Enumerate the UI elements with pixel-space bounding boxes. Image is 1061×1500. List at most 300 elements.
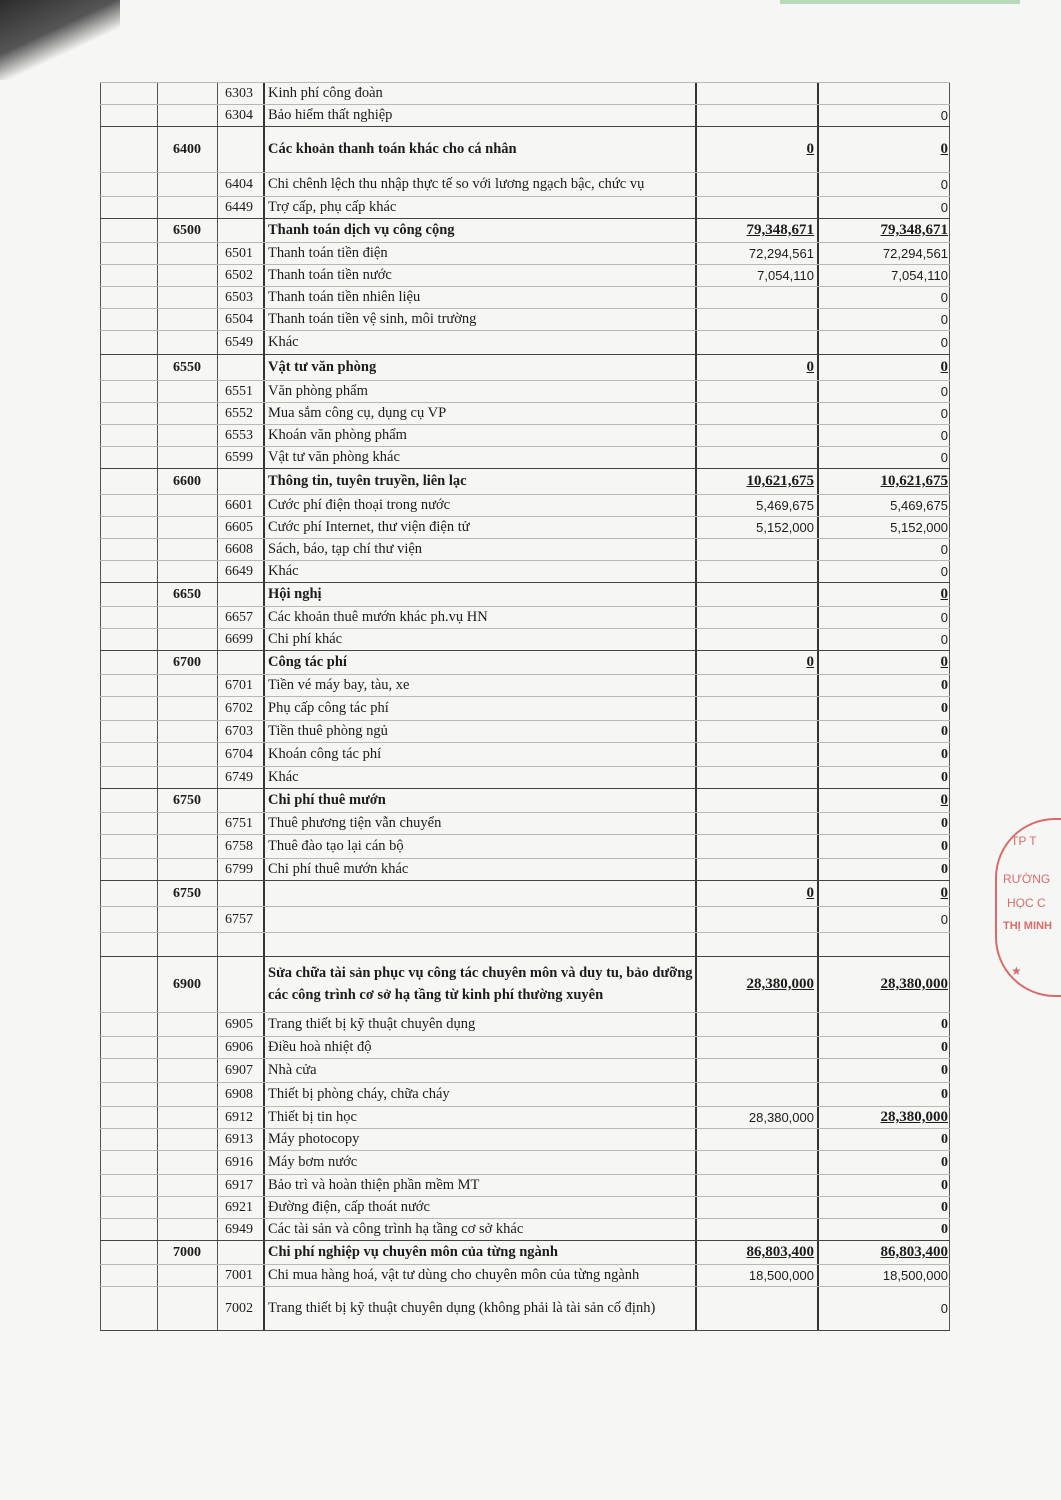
value-actual: 0 [940,542,948,557]
item-name: Thiết bị phòng cháy, chữa cháy [268,1085,450,1102]
value-actual: 0 [941,1062,948,1078]
group-code [157,907,217,932]
table-row [100,674,950,696]
table-row [100,1150,950,1174]
item-code: 6608 [225,541,253,557]
value-actual: 79,348,671 [880,222,948,238]
item-code: 6906 [225,1039,253,1055]
value-actual: 0 [940,177,948,192]
value-estimate [696,287,814,308]
item-code [217,933,261,956]
item-name: Sách, báo, tạp chí thư viện [268,541,423,557]
group-code [157,425,217,446]
item-code [217,127,261,172]
group-code [157,517,217,538]
item-code: 6504 [225,311,253,327]
item-code: 6599 [225,449,253,465]
table-row [100,286,950,308]
value-estimate [696,1037,814,1058]
value-estimate: 0 [806,654,814,670]
item-code: 7001 [225,1267,253,1283]
group-row [100,880,950,906]
group-code [157,309,217,330]
value-actual: 0 [940,912,948,927]
value-estimate [696,721,814,742]
value-estimate [696,607,814,628]
value-estimate [696,1151,814,1174]
stamp-text-4: THỊ MINH [1003,920,1052,932]
item-code [217,957,261,1012]
group-code [157,933,217,956]
item-code: 6949 [225,1221,253,1237]
table-row [100,1218,950,1240]
item-name: Máy bơm nước [268,1153,358,1170]
item-code: 6917 [225,1177,253,1193]
table-row [100,242,950,264]
table-row [100,1264,950,1286]
table-row [100,1082,950,1106]
value-estimate [696,1059,814,1082]
group-row [100,468,950,494]
item-code: 6657 [225,609,253,625]
item-name: Chi phí thuê mướn [268,791,386,808]
item-code: 6549 [225,334,253,350]
item-name: Thuê đào tạo lại cán bộ [268,837,404,854]
table-row [100,560,950,582]
value-actual: 0 [941,1177,948,1193]
table-row [100,858,950,880]
value-actual: 0 [940,792,948,808]
item-name [268,881,693,906]
group-code [157,381,217,402]
group-code [157,1037,217,1058]
item-name: Văn phòng phẩm [268,383,368,399]
item-code: 6758 [225,838,253,854]
item-name: Chi phí nghiệp vụ chuyên môn của từng ngành [268,1243,558,1260]
item-code: 6501 [225,245,253,261]
table-row [100,264,950,286]
group-row [100,1240,950,1264]
group-code [157,1197,217,1218]
item-code: 6605 [225,519,253,535]
value-estimate [696,1219,814,1240]
value-actual: 5,152,000 [890,520,948,535]
group-row [100,218,950,242]
table-row [100,1286,950,1330]
item-name: Đường điện, cấp thoát nước [268,1199,430,1215]
value-actual: 0 [941,769,948,785]
value-estimate: 28,380,000 [748,1110,814,1125]
item-name: Thanh toán tiền nước [268,267,392,283]
value-estimate [696,629,814,650]
value-actual: 0 [940,632,948,647]
item-name: Công tác phí [268,653,347,670]
group-code [157,1219,217,1240]
group-code [157,675,217,696]
group-code [157,1265,217,1286]
group-code: 7000 [173,1244,201,1260]
item-code: 6553 [225,427,253,443]
table-row [100,1174,950,1196]
group-code [157,243,217,264]
stamp-star-icon: ★ [1011,964,1022,978]
value-estimate [696,767,814,788]
value-actual: 0 [940,335,948,350]
item-name: Khác [268,333,299,350]
group-code [157,697,217,720]
item-code: 6704 [225,746,253,762]
value-actual: 0 [941,838,948,854]
item-name: Khác [268,769,299,785]
group-code [157,1129,217,1150]
item-name: Trang thiết bị kỹ thuật chuyên dụng [268,1015,476,1032]
value-actual [818,83,948,104]
item-code: 6649 [225,563,253,579]
item-code: 6912 [225,1109,253,1125]
item-name: Khoán công tác phí [268,745,382,762]
item-code: 6799 [225,861,253,877]
item-code: 6702 [225,700,253,716]
item-name: Sửa chữa tài sản phục vụ công tác chuyên môn và duy tu, bảo dưỡng các công trình cơ sở hạ tầng từ kinh phí thường xuyên [268,965,693,1003]
group-code: 6550 [173,359,201,375]
item-code [217,469,261,494]
table-row [100,812,950,834]
group-code [157,1013,217,1036]
table-row [100,330,950,354]
table-row [100,696,950,720]
group-code: 6400 [173,141,201,157]
value-actual: 0 [940,406,948,421]
table-row [100,516,950,538]
group-row [100,354,950,380]
item-code: 6502 [225,267,253,283]
value-actual: 0 [940,290,948,305]
item-code [217,789,261,812]
value-actual: 0 [940,428,948,443]
value-actual: 0 [940,885,948,901]
table-row [100,196,950,218]
value-estimate: 0 [806,885,814,901]
table-row [100,932,950,956]
group-code: 6900 [173,976,201,992]
table-row [100,308,950,330]
group-code [157,1107,217,1128]
item-code: 6449 [225,199,253,215]
table-row [100,538,950,560]
group-code [157,835,217,858]
item-name: Bảo hiểm thất nghiệp [268,107,393,123]
group-code [157,743,217,766]
value-actual: 0 [941,1086,948,1102]
item-code: 6552 [225,405,253,421]
value-actual [818,933,948,956]
item-code: 6916 [225,1154,253,1170]
value-estimate [696,743,814,766]
group-code [157,447,217,468]
table-row [100,1196,950,1218]
item-name: Cước phí Internet, thư viện điện tử [268,519,470,535]
item-code: 6701 [225,677,253,693]
value-estimate [696,859,814,880]
item-code: 6907 [225,1062,253,1078]
value-estimate: 5,469,675 [756,498,814,513]
item-code: 6551 [225,383,253,399]
value-estimate [696,403,814,424]
group-code [157,859,217,880]
value-actual: 0 [941,815,948,831]
group-code [157,721,217,742]
item-name: Thanh toán tiền nhiên liệu [268,289,421,305]
item-code: 6699 [225,631,253,647]
item-code: 6908 [225,1086,253,1102]
item-code: 6913 [225,1131,253,1147]
item-name: Trang thiết bị kỹ thuật chuyên dụng (không phải là tài sản cố định) [268,1299,656,1316]
value-estimate: 86,803,400 [746,1244,814,1260]
value-actual: 0 [941,1221,948,1237]
value-actual: 0 [940,108,948,123]
item-code: 6503 [225,289,253,305]
table-row [100,628,950,650]
item-code: 6601 [225,497,253,513]
group-code [157,1287,217,1330]
value-estimate: 0 [806,359,814,375]
value-actual: 0 [940,359,948,375]
table-row [100,834,950,858]
table-row [100,1106,950,1128]
value-estimate [696,425,814,446]
value-actual: 72,294,561 [882,246,948,261]
stamp-text-1: TP T [1011,834,1037,848]
value-actual: 0 [940,200,948,215]
value-actual: 28,380,000 [880,1109,948,1125]
item-code: 6921 [225,1199,253,1215]
group-code [157,287,217,308]
value-estimate [696,173,814,196]
value-estimate [696,789,814,812]
group-code [157,83,217,104]
value-estimate: 72,294,561 [748,246,814,261]
item-code: 6751 [225,815,253,831]
group-code [157,607,217,628]
table-row [100,494,950,516]
item-name: Các tài sản và công trình hạ tầng cơ sở khác [268,1221,524,1237]
item-code [217,219,261,242]
group-code: 6600 [173,473,201,489]
item-name: Khoán văn phòng phẩm [268,427,407,443]
value-actual: 0 [941,1039,948,1055]
item-name: Vật tư văn phòng khác [268,449,400,465]
value-estimate [696,1083,814,1106]
table-row [100,606,950,628]
value-actual: 0 [940,610,948,625]
item-name: Chi phí thuê mướn khác [268,861,409,877]
group-code [157,105,217,126]
item-code [217,583,261,606]
value-estimate: 18,500,000 [748,1268,814,1283]
item-name: Cước phí điện thoại trong nước [268,497,451,513]
item-name: Trợ cấp, phụ cấp khác [268,199,397,215]
item-code: 6757 [225,911,253,927]
value-actual: 28,380,000 [880,976,948,992]
group-code [157,265,217,286]
value-actual: 10,621,675 [880,473,948,489]
value-actual: 0 [940,654,948,670]
scan-corner-shadow [0,0,120,80]
value-actual: 7,054,110 [891,268,948,283]
value-estimate [696,197,814,218]
group-code: 6700 [173,654,201,670]
table-row [100,402,950,424]
item-name: Chi chênh lệch thu nhập thực tế so với lương ngạch bậc, chức vụ [268,175,645,192]
expense-table [100,82,950,1331]
group-code [157,1175,217,1196]
value-estimate [696,309,814,330]
stamp-text-2: RƯỜNG [1003,872,1051,886]
value-estimate [696,1175,814,1196]
table-row [100,172,950,196]
table-row [100,1012,950,1036]
group-code: 6750 [173,885,201,901]
value-estimate [696,697,814,720]
group-code [157,629,217,650]
official-red-stamp [995,818,1061,997]
item-name: Thông tin, tuyên truyền, liên lạc [268,472,467,489]
value-actual: 0 [941,1131,948,1147]
group-code [157,197,217,218]
table-row [100,742,950,766]
value-estimate: 28,380,000 [746,976,814,992]
item-name: Tiền thuê phòng ngủ [268,723,388,739]
table-row [100,1058,950,1082]
item-name: Chi phí khác [268,631,343,647]
value-actual: 0 [940,141,948,157]
value-estimate [696,105,814,126]
value-estimate [696,907,814,932]
value-estimate [696,835,814,858]
value-estimate [696,381,814,402]
value-actual: 0 [941,1016,948,1032]
value-actual: 0 [941,1154,948,1170]
group-code [157,1059,217,1082]
table-row [100,104,950,126]
group-row [100,650,950,674]
value-estimate [696,933,814,956]
table-row [100,424,950,446]
item-name: Bảo trì và hoàn thiện phần mềm MT [268,1177,480,1193]
item-name: Phụ cấp công tác phí [268,699,389,716]
value-actual: 0 [940,384,948,399]
scan-top-strip [780,0,1020,4]
group-code [157,331,217,354]
group-row [100,788,950,812]
item-code: 6703 [225,723,253,739]
value-actual: 0 [941,861,948,877]
item-name: Nhà cửa [268,1061,317,1078]
table-row [100,1128,950,1150]
group-code: 6750 [173,792,201,808]
value-actual: 0 [941,1199,948,1215]
item-name: Chi mua hàng hoá, vật tư dùng cho chuyên môn của từng ngành [268,1267,640,1283]
value-estimate [696,561,814,582]
item-name: Thanh toán tiền điện [268,245,388,261]
value-actual: 86,803,400 [880,1244,948,1260]
item-code: 6404 [225,176,253,192]
item-name [268,907,693,932]
group-row [100,126,950,172]
item-name: Các khoản thuê mướn khác ph.vụ HN [268,609,488,625]
group-code [157,1083,217,1106]
item-name: Thanh toán tiền vệ sinh, môi trường [268,311,477,327]
item-name: Mua sắm công cụ, dụng cụ VP [268,405,447,421]
value-estimate [696,1129,814,1150]
value-estimate [696,1197,814,1218]
value-estimate: 79,348,671 [746,222,814,238]
value-actual: 0 [940,450,948,465]
group-code [157,813,217,834]
value-estimate: 0 [806,141,814,157]
value-actual: 0 [941,677,948,693]
value-actual: 0 [941,723,948,739]
value-actual: 0 [940,586,948,602]
stamp-text-3: HỌC C [1007,896,1046,910]
value-actual: 5,469,675 [890,498,948,513]
item-name: Các khoản thanh toán khác cho cá nhân [268,140,517,157]
item-name: Thuê phương tiện vẫn chuyển [268,815,442,831]
value-estimate: 5,152,000 [756,520,814,535]
value-estimate [696,539,814,560]
item-code [217,881,261,906]
item-code [217,1241,261,1264]
value-estimate [696,447,814,468]
table-row [100,82,950,104]
group-code [157,1151,217,1174]
table-row [100,1036,950,1058]
item-name: Thiết bị tin học [268,1109,357,1125]
group-code: 6500 [173,222,201,238]
item-code: 6304 [225,107,253,123]
table-row [100,380,950,402]
value-actual: 0 [940,1301,948,1316]
item-code: 6905 [225,1016,253,1032]
table-bottom-border [100,1330,950,1331]
value-estimate: 10,621,675 [746,473,814,489]
value-estimate [696,675,814,696]
value-estimate [696,1013,814,1036]
table-row [100,766,950,788]
value-estimate: 7,054,110 [757,268,814,283]
item-code: 6303 [225,85,253,101]
group-code [157,495,217,516]
value-estimate [696,583,814,606]
item-name: Thanh toán dịch vụ công cộng [268,221,455,238]
item-name: Vật tư văn phòng [268,358,377,375]
group-code [157,539,217,560]
value-estimate [696,83,814,104]
table-row [100,720,950,742]
value-estimate [696,813,814,834]
group-code [157,561,217,582]
item-code: 6749 [225,769,253,785]
value-estimate [696,1287,814,1330]
item-name: Hội nghị [268,585,322,602]
item-name [268,933,693,956]
value-actual: 0 [941,700,948,716]
item-code [217,651,261,674]
item-code [217,355,261,380]
item-name: Khác [268,563,299,579]
item-name: Tiền vé máy bay, tàu, xe [268,677,410,693]
group-row [100,956,950,1012]
